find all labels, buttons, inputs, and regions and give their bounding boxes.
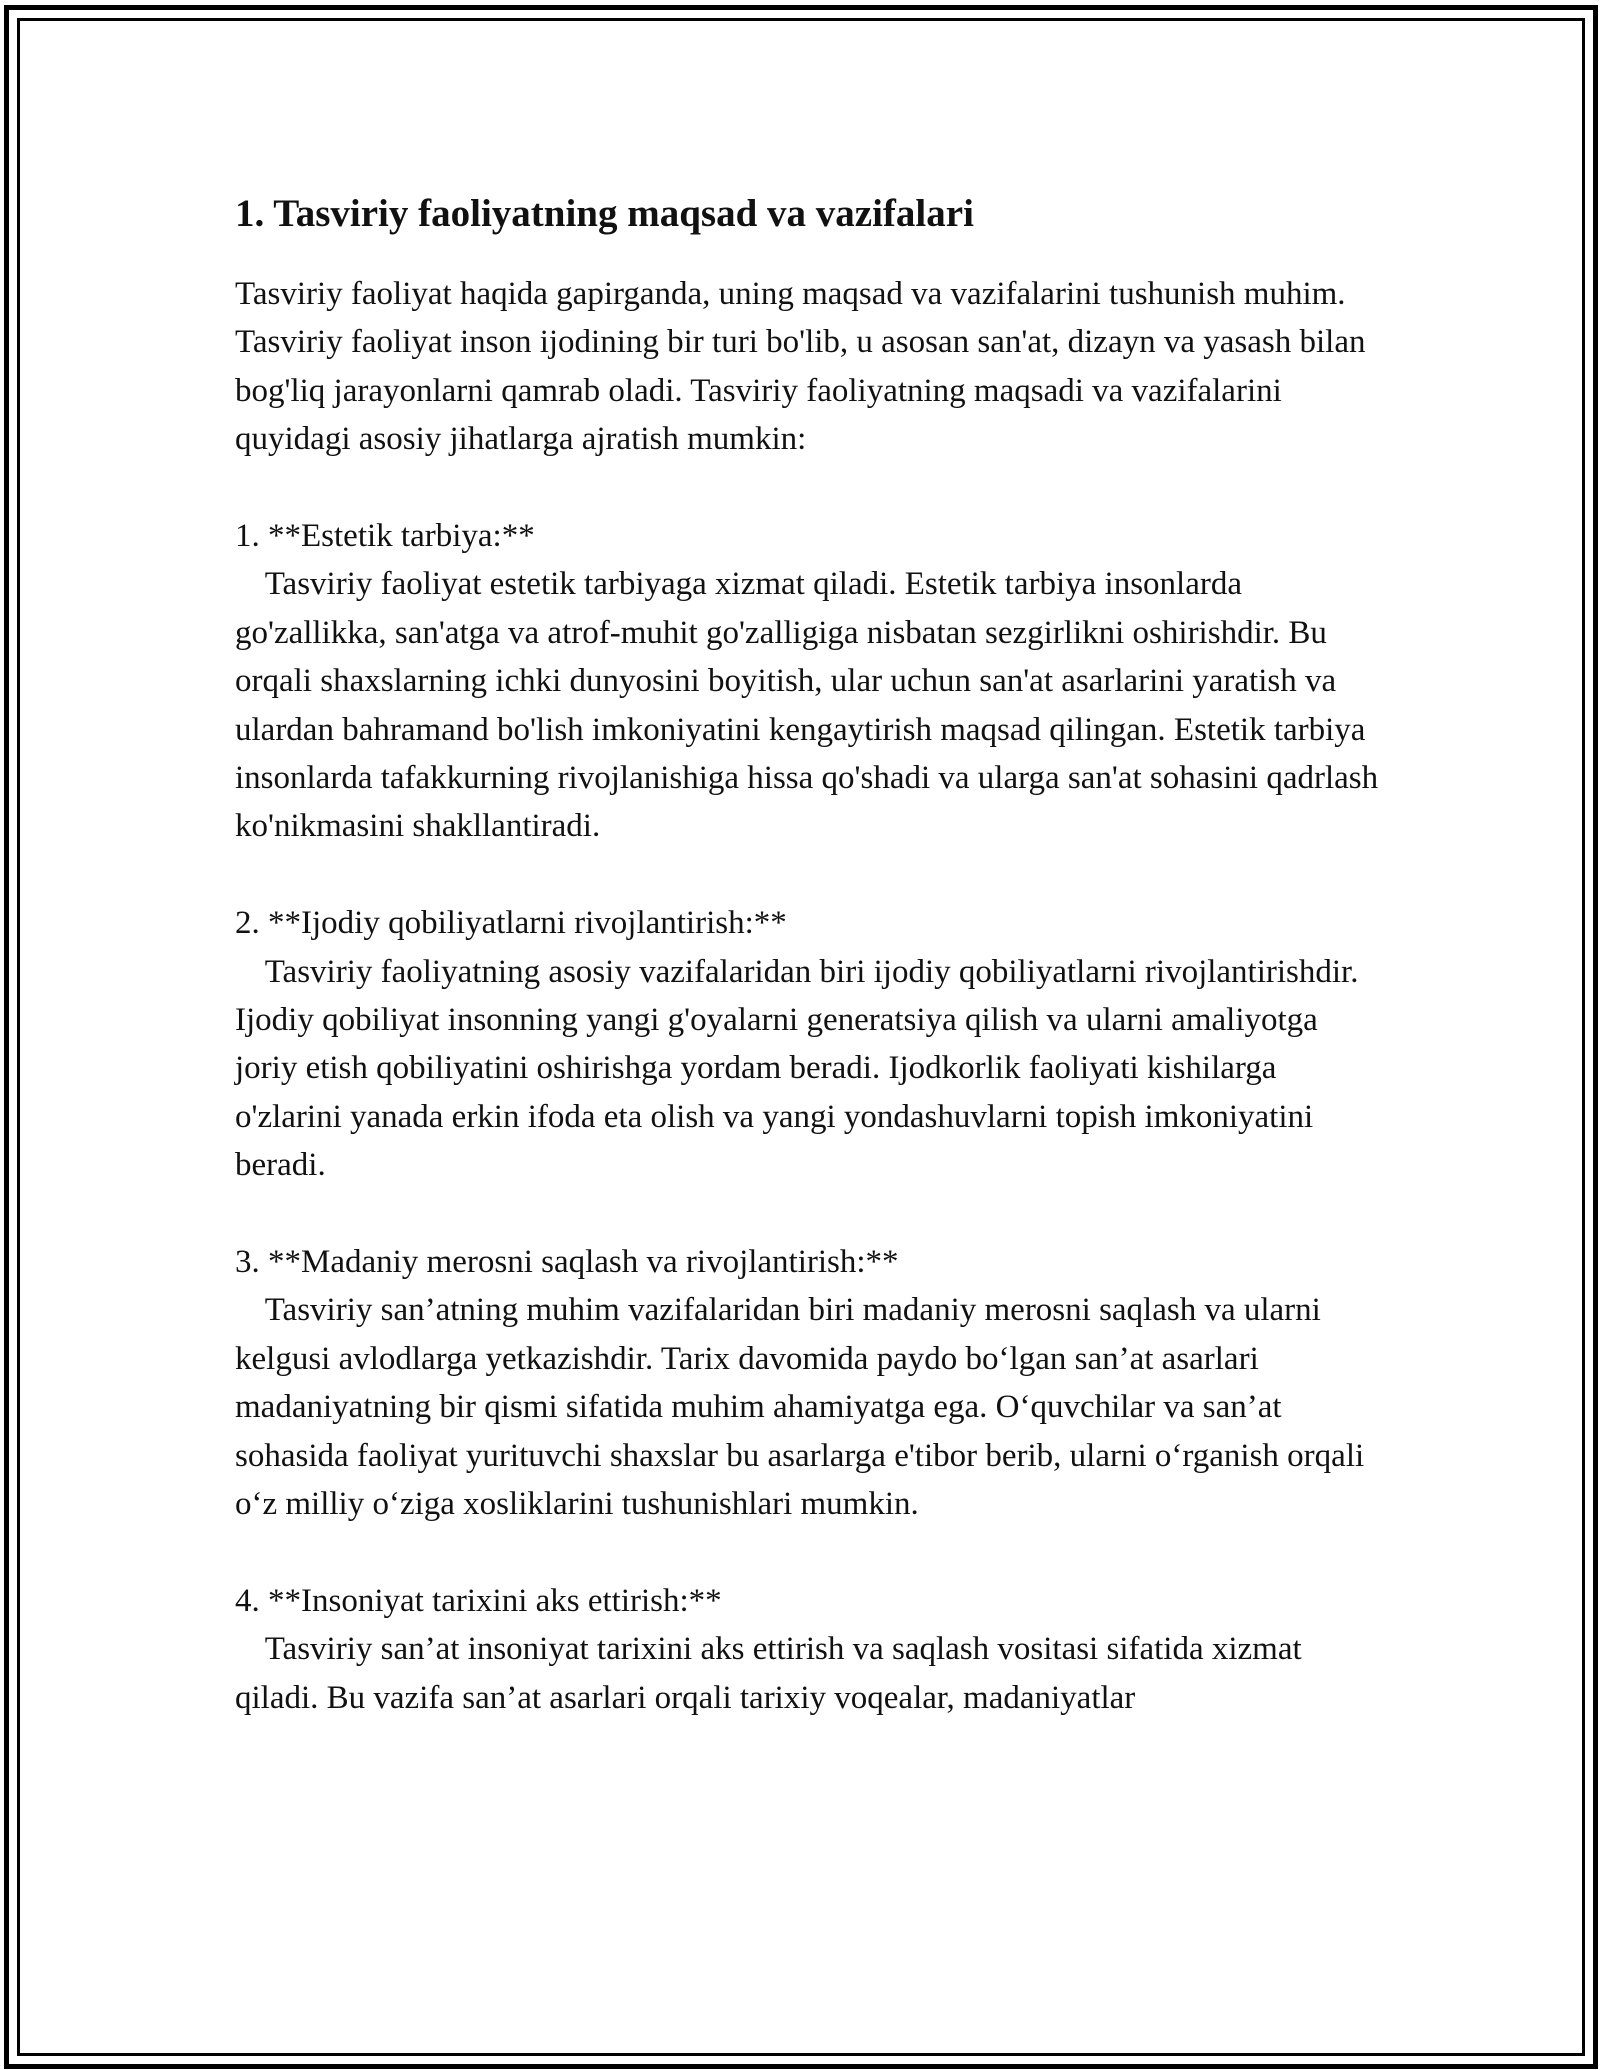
- item-paragraph: Tasviriy san’at insoniyat tarixini aks ettirish va saqlash vositasi sifatida xizmat qiladi. Bu vazifa san’at asarlari orqali tarixiy voqealar, madaniyatlar: [235, 1631, 1302, 1716]
- document-body: [235, 186, 1385, 1722]
- item-heading: 2. **Ijodiy qobiliyatlarni rivojlantirish:**: [235, 905, 787, 942]
- item-heading: 4. **Insoniyat tarixini aks ettirish:**: [235, 1582, 722, 1619]
- item-paragraph: Tasviriy faoliyatning asosiy vazifalaridan biri ijodiy qobiliyatlarni rivojlantirishdir. Ijodiy qobiliyat insonning yangi g'oyalarni generatsiya qilish va ularni amaliyotga joriy etish qobiliyatini oshirishga yordam beradi. Ijodkorlik faoliyati kishilarga o'zlarini yanada erkin ifoda eta olish va yangi yondashuvlarni topish imkoniyatini beradi.: [235, 953, 1359, 1184]
- list-item: [235, 1577, 1385, 1722]
- section-title: 1. Tasviriy faoliyatning maqsad va vazifalari: [235, 192, 974, 235]
- item-paragraph: Tasviriy faoliyat estetik tarbiyaga xizmat qiladi. Estetik tarbiya insonlarda go'zallikka, san'atga va atrof-muhit go'zalligiga nisbatan sezgirlikni oshirishdir. Bu orqali shaxslarning ichki dunyosini boyitish, ular uchun san'at asarlarini yaratish va ulardan bahramand bo'lish imkoniyatini kengaytirish maqsad qilingan. Estetik tarbiya insonlarda tafakkurning rivojlanishiga hissa qo'shadi va ularga san'at sohasini qadrlash ko'nikmasini shakllantiradi.: [235, 566, 1379, 845]
- item-heading: 1. **Estetik tarbiya:**: [235, 518, 535, 555]
- list-item: [235, 1238, 1385, 1528]
- item-heading: 3. **Madaniy merosni saqlash va rivojlantirish:**: [235, 1244, 899, 1281]
- list-item: [235, 512, 1385, 851]
- list-item: [235, 899, 1385, 1189]
- item-paragraph: Tasviriy san’atning muhim vazifalaridan biri madaniy merosni saqlash va ularni kelgusi avlodlarga yetkazishdir. Tarix davomida paydo bo‘lgan san’at asarlari madaniyatning bir qismi sifatida muhim ahamiyatga ega. O‘quvchilar va san’at sohasida faoliyat yurituvchi shaxslar bu asarlarga e'tibor berib, ularni o‘rganish orqali o‘z milliy o‘ziga xosliklarini tushunishlari mumkin.: [235, 1292, 1365, 1523]
- intro-paragraph: Tasviriy faoliyat haqida gapirganda, uning maqsad va vazifalarini tushunish muhim. Tasviriy faoliyat inson ijodining bir turi bo'lib, u asosan san'at, dizayn va yasash bilan bog'liq jarayonlarni qamrab oladi. Tasviriy faoliyatning maqsadi va vazifalarini quyidagi asosiy jihatlarga ajratish mumkin:: [235, 276, 1366, 458]
